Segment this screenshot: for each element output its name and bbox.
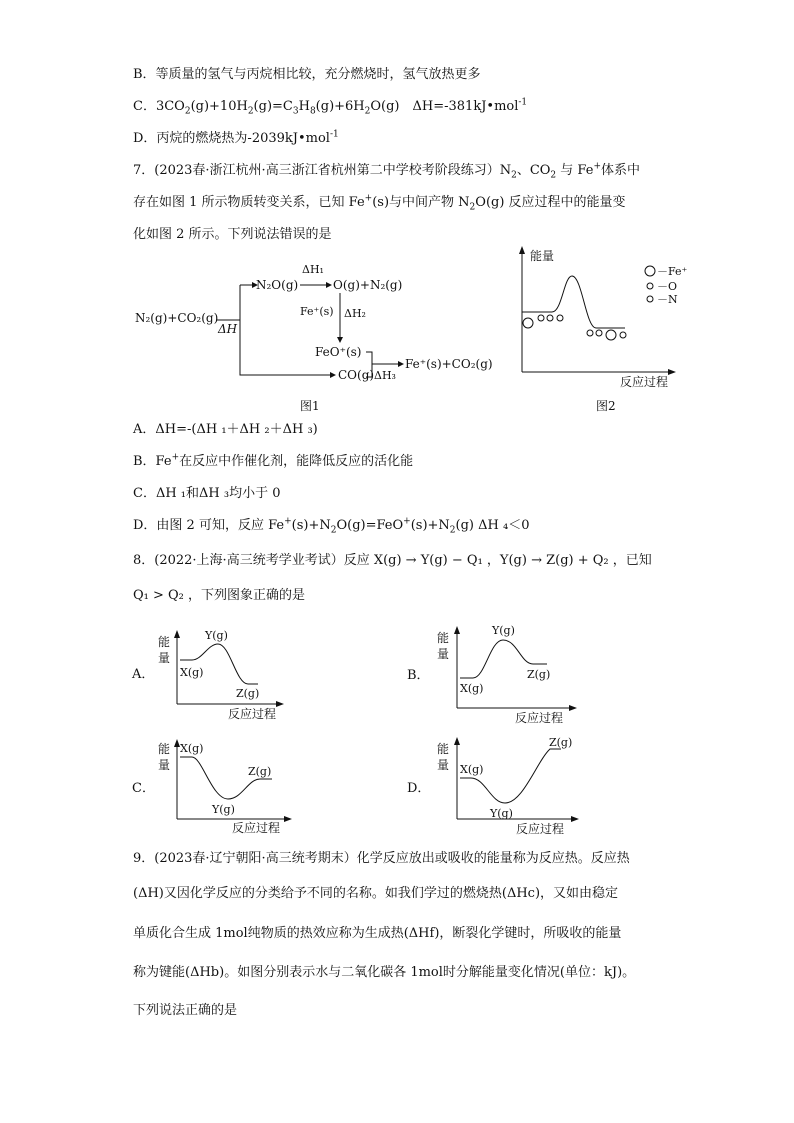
q8-graph-b [405, 620, 590, 725]
q8-d-letter: D． [407, 781, 431, 796]
q9-stem-line-2: (ΔH)又因化学反应的分类给予不同的名称。如我们学过的燃烧热(ΔHc)，又如由稳定 [133, 886, 619, 901]
fig1-fe-plus: Fe⁺(s) [300, 305, 334, 318]
fig1-products: Fe⁺(s)+CO₂(g) [405, 357, 493, 371]
q9-stem-line-5: 下列说法正确的是 [133, 1003, 238, 1018]
fig1-n2o: N₂O(g) [256, 278, 299, 292]
q8-c-x: X(g) [180, 742, 204, 755]
q7-stem-line-2: 存在如图 1 所示物质转变关系，已知 Fe+(s)与中间产物 $N_2O(g)$ 反应过程中的能量变 [133, 193, 626, 213]
q9-stem-line-4: 称为键能(ΔHb)。如图分别表示水与二氧化碳各 1mol时分解能量变化情况(单位：kJ)。 [133, 965, 636, 980]
legend-o-icon [647, 283, 653, 289]
q8-c-z: Z(g) [248, 765, 272, 778]
fig1-dh3: ΔH₃ [374, 369, 396, 382]
q8-c-letter: C． [132, 781, 155, 796]
fig2-caption: 图2 [596, 399, 616, 413]
fig2-ylabel: 能量 [530, 249, 555, 263]
q8-graph-d [405, 733, 595, 838]
legend-n-icon [647, 296, 653, 302]
q8-stem-line-2: Q₁ > Q₂ ，下列图象正确的是 [133, 588, 306, 603]
q8-stem-line-1: 8．(2022·上海·高三统考学业考试）反应 X(g) → Y(g) − Q₁ ，Y(g) → Z(g) + Q₂ ，已知 [133, 553, 652, 568]
q8-b-y: Y(g) [492, 624, 515, 637]
fig2-xlabel: 反应过程 [620, 375, 669, 389]
q9-stem-line-3: 单质化合生成 1mol纯物质的热效应称为生成热(ΔHf)，断裂化学键时，所吸收的能量 [133, 926, 622, 941]
legend-o: －O [657, 280, 678, 293]
fig1-caption: 图1 [300, 399, 320, 413]
legend-fe-icon [645, 266, 655, 276]
q7-option-a: A．ΔH=-(ΔH ₁＋ΔH ₂＋ΔH ₃) [133, 422, 318, 437]
q8-c-y: Y(g) [212, 803, 235, 816]
q8-c-xlabel: 反应过程 [232, 821, 281, 835]
legend-n: －N [657, 293, 678, 306]
q8-d-y: Y(g) [490, 807, 513, 820]
q8-b-xlabel: 反应过程 [515, 711, 564, 725]
q8-b-ylabel-1: 能 [437, 631, 450, 645]
fig1-dh1: ΔH₁ [302, 263, 324, 276]
q8-c-ylabel-1: 能 [158, 742, 171, 756]
q8-d-z: Z(g) [549, 736, 573, 749]
q8-a-ylabel-2: 量 [158, 651, 171, 665]
q8-c-ylabel-2: 量 [158, 758, 171, 772]
q8-d-x: X(g) [460, 763, 484, 776]
q8-graph-a [130, 628, 300, 723]
q8-d-ylabel-1: 能 [437, 742, 450, 756]
q8-d-ylabel-2: 量 [437, 758, 450, 772]
q8-a-z: Z(g) [236, 687, 260, 700]
fig1-o-n2: O(g)+N₂(g) [333, 278, 403, 292]
q8-a-letter: A． [132, 667, 155, 682]
fig1-co: CO(g) [338, 368, 375, 382]
q7-option-d: D．由图 2 可知，反应 $Fe^+(s)+N_2O(g)=FeO^+(s)+N_2(g)$ ΔH ₄＜0 [133, 516, 530, 536]
fig1-dh2: ΔH₂ [344, 307, 366, 320]
q7-stem-line-3: 化如图 2 所示。下列说法错误的是 [133, 227, 332, 242]
q7-stem-line-1: 7．(2023春·浙江杭州·高三浙江省杭州第二中学校考阶段练习）$N_2$、$CO_2$ 与 Fe+体系中 [133, 161, 640, 181]
q7-option-b: B．Fe+在反应中作催化剂，能降低反应的活化能 [133, 452, 414, 469]
q8-a-x: X(g) [180, 666, 204, 679]
figure-2-energy-profile [510, 240, 700, 415]
q7-option-c: C．ΔH ₁和ΔH ₃均小于 0 [133, 486, 281, 501]
fig1-feo-plus: FeO⁺(s) [315, 345, 362, 359]
q8-b-ylabel-2: 量 [437, 647, 450, 661]
q6-option-b: B．等质量的氢气与丙烷相比较，充分燃烧时，氢气放热更多 [133, 67, 481, 82]
figure-1-reaction-scheme [130, 255, 500, 415]
fig1-reactants: N₂(g)+CO₂(g) [135, 311, 219, 325]
q8-b-x: X(g) [460, 682, 484, 695]
q8-a-xlabel: 反应过程 [228, 707, 277, 721]
legend-fe: －Fe⁺ [657, 265, 688, 278]
q8-d-xlabel: 反应过程 [516, 822, 565, 836]
q8-b-z: Z(g) [527, 668, 551, 681]
q8-b-letter: B． [407, 668, 430, 683]
q9-stem-line-1: 9．(2023春·辽宁朝阳·高三统考期末）化学反应放出或吸收的能量称为反应热。反应热 [133, 851, 630, 866]
q8-a-y: Y(g) [205, 629, 228, 642]
q8-a-ylabel-1: 能 [158, 635, 171, 649]
fe-atom-icon [523, 318, 533, 328]
fig1-dh-label: ΔH [218, 322, 238, 336]
q6-option-d: D．丙烷的燃烧热为-2039kJ•mol$^{-1}$ [133, 129, 339, 146]
q8-graph-c [130, 737, 305, 837]
q6-option-c: C．$3CO_2(g)+10H_2(g)=C_3H_8(g)+6H_2O(g)$ ΔH=-381kJ•mol$^{-1}$ [133, 97, 528, 117]
